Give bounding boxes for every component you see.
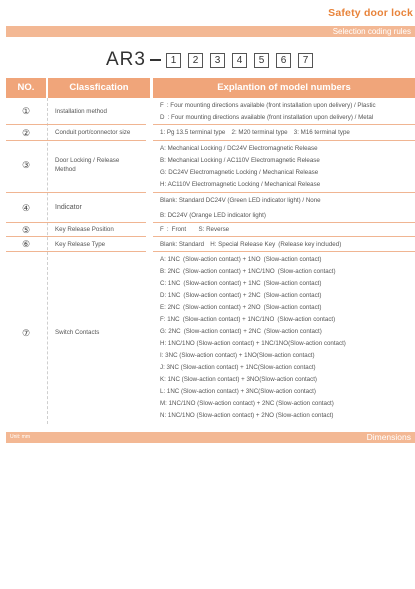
- row-classification: Key Release Position: [55, 226, 114, 233]
- row-divider: [6, 192, 146, 193]
- row-classification: Key Release Type: [55, 241, 106, 248]
- code-box: 2: [188, 53, 203, 68]
- model-prefix: AR3: [106, 49, 146, 70]
- row-number: ②: [21, 128, 31, 138]
- code-box: 5: [254, 53, 269, 68]
- row-item: H: AC110V Electromagnetic Locking / Mechanical Release: [160, 181, 321, 188]
- code-box: 3: [210, 53, 225, 68]
- code-box: 1: [166, 53, 181, 68]
- row-item: G: 2NC (Slow-action contact) + 2NC (Slow-action contact): [160, 328, 322, 335]
- row-divider: [6, 140, 146, 141]
- row-item: B: Mechanical Locking / AC110V Electromagnetic Release: [160, 157, 320, 164]
- row-item: A: 1NC (Slow-action contact) + 1NO (Slow-action contact): [160, 256, 322, 263]
- row-number: ⑥: [21, 239, 31, 249]
- section-title: Selection coding rules: [332, 27, 411, 36]
- row-item: J: 3NC (Slow-action contact) + 1NC(Slow-action contact): [160, 364, 316, 371]
- row-number: ⑦: [21, 328, 31, 338]
- row-item: B: 2NC (Slow-action contact) + 1NC/1NO (Slow-action contact): [160, 268, 336, 275]
- row-classification: Installation method: [55, 108, 107, 115]
- unit-label: Unit: mm: [10, 434, 30, 440]
- footer-bar: [6, 432, 415, 443]
- row-classification: Indicator: [55, 204, 82, 211]
- row-divider: [153, 124, 415, 125]
- row-divider: [6, 124, 146, 125]
- row-item: N: 1NC/1NO (Slow-action contact) + 2NO (Slow-action contact): [160, 412, 334, 419]
- row-item: E: 2NC (Slow-action contact) + 2NO (Slow-action contact): [160, 304, 322, 311]
- model-code: [106, 48, 320, 72]
- row-divider: [6, 222, 146, 223]
- code-box: 6: [276, 53, 291, 68]
- page-title: Safety door lock: [328, 7, 413, 19]
- section-bar: [6, 26, 415, 37]
- row-item: 1: Pg 13.5 terminal type 2: M20 terminal type 3: M16 terminal type: [160, 129, 350, 136]
- row-item: F : Four mounting directions available (front installation upon delivery) / Plastic: [160, 102, 376, 109]
- row-classification: Switch Contacts: [55, 329, 100, 336]
- row-divider: [6, 251, 146, 252]
- row-number: ①: [21, 106, 31, 116]
- row-divider: [153, 236, 415, 237]
- model-dash: [150, 59, 161, 61]
- row-item: K: 1NC (Slow-action contact) + 3NO(Slow-action contact): [160, 376, 317, 383]
- row-item: I: 3NC (Slow-action contact) + 1NO(Slow-action contact): [160, 352, 315, 359]
- row-item: D: 1NC (Slow-action contact) + 2NC (Slow-action contact): [160, 292, 322, 299]
- row-number: ③: [21, 160, 31, 170]
- row-number: ⑤: [21, 225, 31, 235]
- row-item: M: 1NC/1NO (Slow-action contact) + 2NC (Slow-action contact): [160, 400, 334, 407]
- code-box: 4: [232, 53, 247, 68]
- row-item: G: DC24V Electromagnetic Locking / Mechanical Release: [160, 169, 319, 176]
- dimensions-title: Dimensions: [366, 432, 411, 442]
- column-header-no: NO.: [6, 78, 46, 98]
- row-item: Blank: Standard H: Special Release Key (Release key included): [160, 241, 342, 248]
- row-number: ④: [21, 203, 31, 213]
- row-divider: [6, 236, 146, 237]
- row-item: H: 1NC/1NO (Slow-action contact) + 1NC/1NO(Slow-action contact): [160, 340, 346, 347]
- row-item: A: Mechanical Locking / DC24V Electromagnetic Release: [160, 145, 318, 152]
- row-item: L: 1NC (Slow-action contact) + 3NC(Slow-action contact): [160, 388, 316, 395]
- row-item: Blank: Standard DC24V (Green LED indicator light) / None: [160, 197, 321, 204]
- row-divider: [153, 251, 415, 252]
- column-divider: [47, 98, 48, 424]
- code-box: 7: [298, 53, 313, 68]
- column-header-classification: Classfication: [48, 78, 150, 98]
- row-item: D : Four mounting directions available (front installation upon delivery) / Metal: [160, 114, 374, 121]
- row-item: B: DC24V (Orange LED indicator light): [160, 212, 266, 219]
- row-classification: Conduit port/connector size: [55, 129, 131, 136]
- row-item: C: 1NC (Slow-action contact) + 1NC (Slow-action contact): [160, 280, 322, 287]
- row-divider: [153, 140, 415, 141]
- row-divider: [153, 192, 415, 193]
- row-divider: [153, 222, 415, 223]
- row-item: F : Front S: Reverse: [160, 226, 230, 233]
- row-classification: Door Locking / Release Method: [55, 157, 120, 173]
- column-header-explanation: Explantion of model numbers: [153, 78, 415, 98]
- row-item: F: 1NC (Slow-action contact) + 1NC/1NO (Slow-action contact): [160, 316, 336, 323]
